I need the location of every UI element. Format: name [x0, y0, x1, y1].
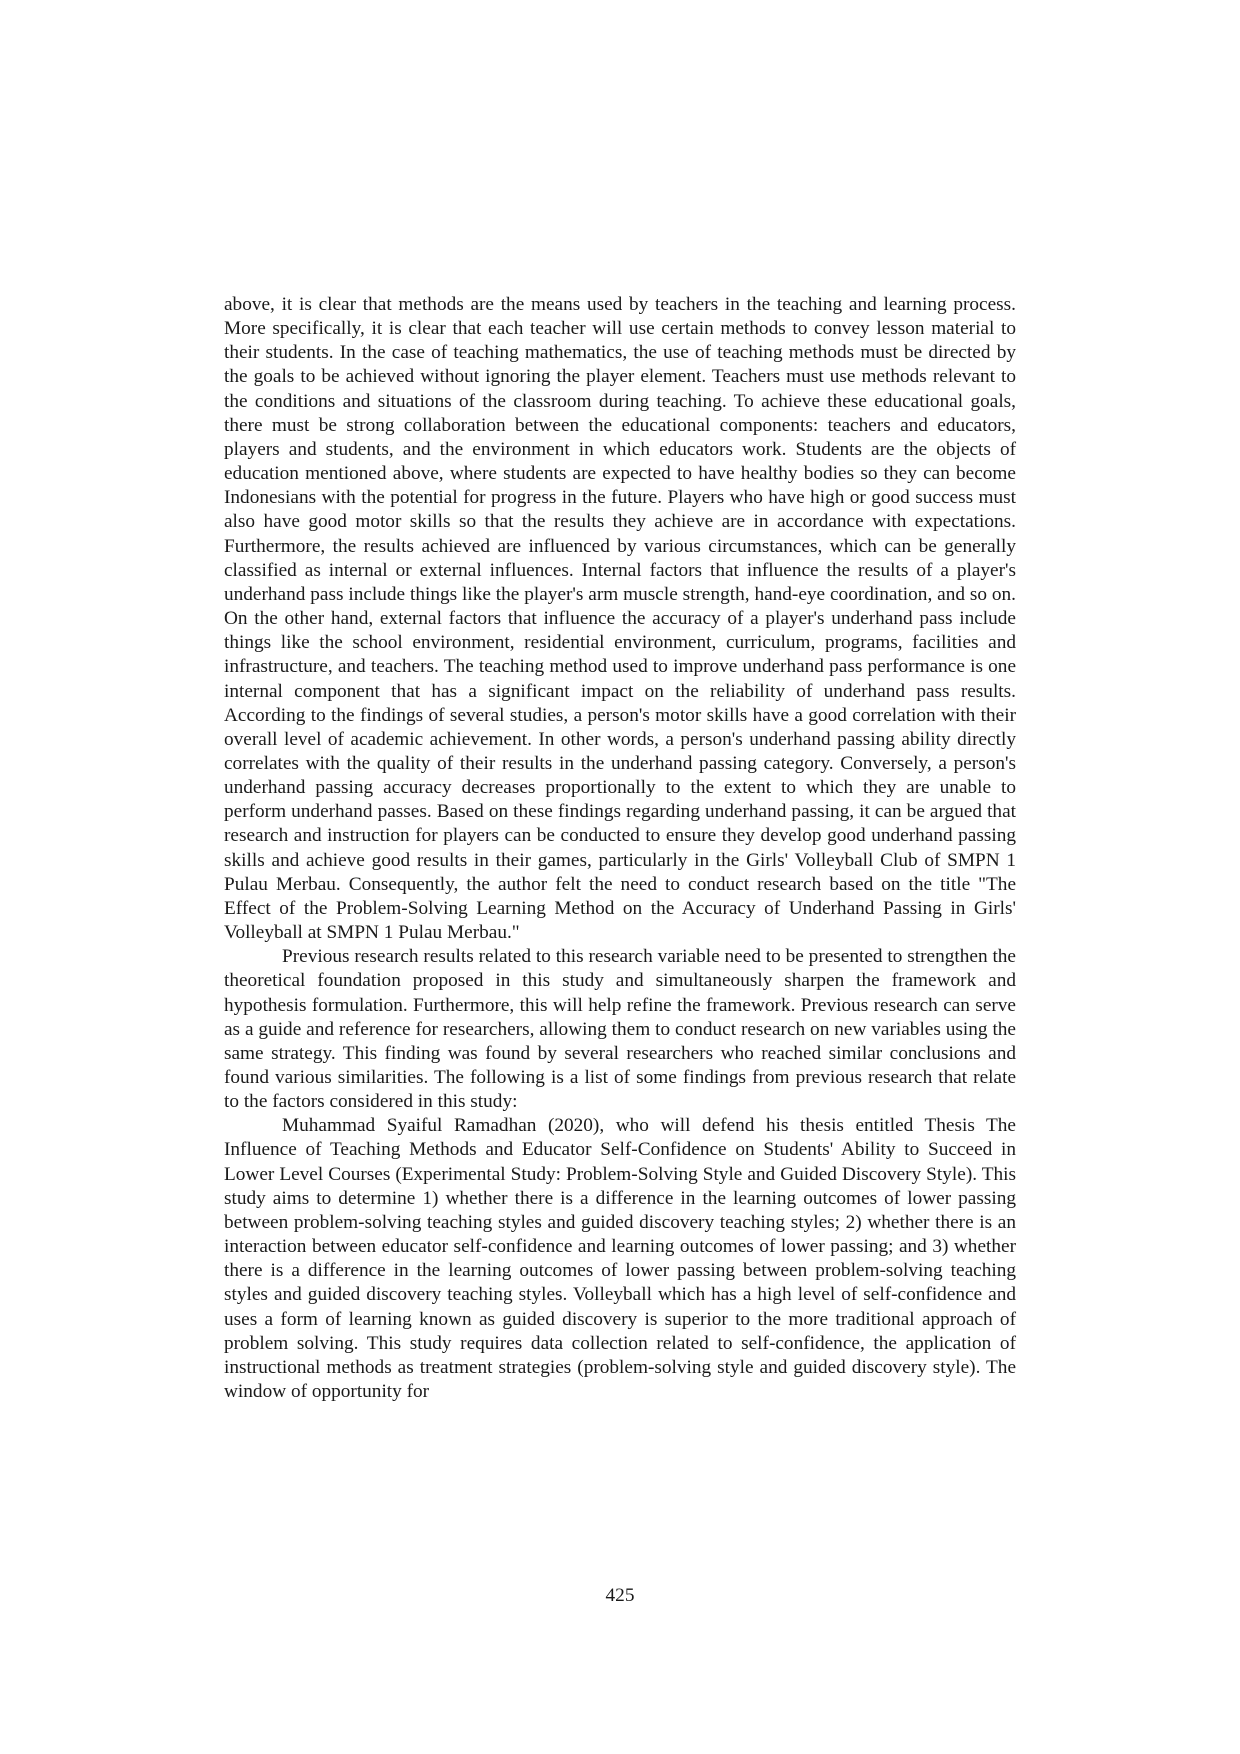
paragraph-ramadhan-study: Muhammad Syaiful Ramadhan (2020), who will defend his thesis entitled Thesis The Influence of Teaching Methods and Educator Self-Confidence on Students' Ability to Succeed in Lower Level Courses (Experimental Study: Problem-Solving Style and Guided Discovery Style). This study aims to determine 1) whether there is a difference in the learning outcomes of lower passing between problem-solving teaching styles and guided discovery teaching styles; 2) whether there is an interaction between educator self-confidence and learning outcomes of lower passing; and 3) whether there is a difference in the learning outcomes of lower passing between problem-solving teaching styles and guided discovery teaching styles. Volleyball which has a high level of self-confidence and uses a form of learning known as guided discovery is superior to the more traditional approach of problem solving. This study requires data collection related to self-confidence, the application of instructional methods as treatment strategies (problem-solving style and guided discovery style). The window of opportunity for [224, 1115, 1016, 1403]
page-number: 425 [605, 1585, 635, 1606]
paragraph-previous-research: Previous research results related to this research variable need to be presented to strengthen the theoretical foundation proposed in this study and simultaneously sharpen the framework and hypothesis formulation. Furthermore, this will help refine the framework. Previous research can serve as a guide and reference for researchers, allowing them to conduct research on new variables using the same strategy. This finding was found by several researchers who reached similar conclusions and found various similarities. The following is a list of some findings from previous research that relate to the factors considered in this study: [224, 946, 1016, 1113]
body-text [224, 293, 1016, 1404]
paragraph-methods-context: above, it is clear that methods are the means used by teachers in the teaching and learning process. More specifically, it is clear that each teacher will use certain methods to convey lesson material to their students. In the case of teaching mathematics, the use of teaching methods must be directed by the goals to be achieved without ignoring the player element. Teachers must use methods relevant to the conditions and situations of the classroom during teaching. To achieve these educational goals, there must be strong collaboration between the educational components: teachers and educators, players and students, and the environment in which educators work. Students are the objects of education mentioned above, where students are expected to have healthy bodies so they can become Indonesians with the potential for progress in the future. Players who have high or good success must also have good motor skills so that the results they achieve are in accordance with expectations. Furthermore, the results achieved are influenced by various circumstances, which can be generally classified as internal or external influences. Internal factors that influence the results of a player's underhand pass include things like the player's arm muscle strength, hand-eye coordination, and so on. On the other hand, external factors that influence the accuracy of a player's underhand pass include things like the school environment, residential environment, curriculum, programs, facilities and infrastructure, and teachers. The teaching method used to improve underhand pass performance is one internal component that has a significant impact on the reliability of underhand pass results. According to the findings of several studies, a person's motor skills have a good correlation with their overall level of academic achievement. In other words, a person's underhand passing ability directly correlates with the quality of their results in the underhand passing category. Conversely, a person's underhand passing accuracy decreases proportionally to the extent to which they are unable to perform underhand passes. Based on these findings regarding underhand passing, it can be argued that research and instruction for players can be conducted to ensure they develop good underhand passing skills and achieve good results in their games, particularly in the Girls' Volleyball Club of SMPN 1 Pulau Merbau. Consequently, the author felt the need to conduct research based on the title "The Effect of the Problem-Solving Learning Method on the Accuracy of Underhand Passing in Girls' Volleyball at SMPN 1 Pulau Merbau." [224, 294, 1016, 944]
